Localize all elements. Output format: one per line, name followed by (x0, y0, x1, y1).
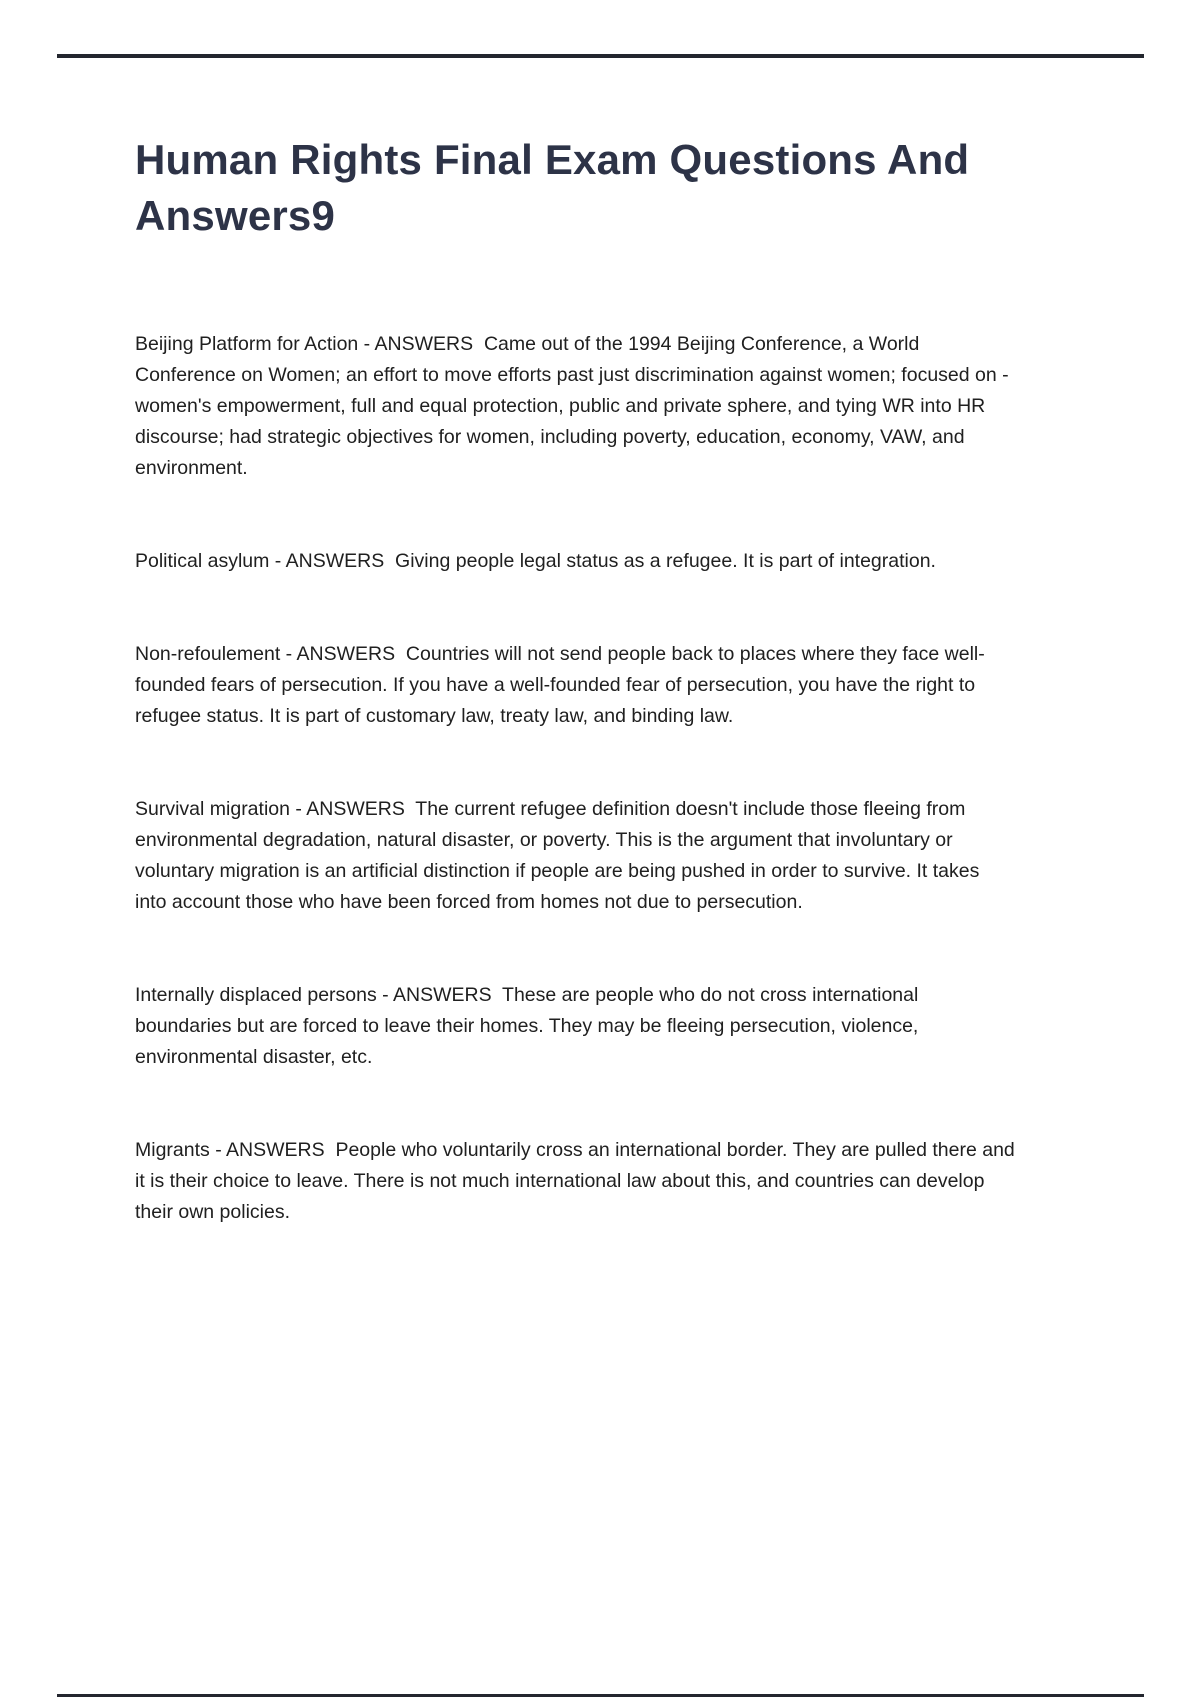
page-title: Human Rights Final Exam Questions And Answers9 (135, 136, 970, 239)
qa-item-non-refoulement: Non-refoulement - ANSWERS Countries will not send people back to places where they face well-founded fears of persecution. If you have a well-founded fear of persecution, you have the right to refugee status. It is part of customary law, treaty law, and binding law. (135, 643, 985, 727)
qa-item-beijing-platform: Beijing Platform for Action - ANSWERS Came out of the 1994 Beijing Conference, a World Conference on Women; an effort to move efforts past just discrimination against women; focused on - women's empowerment, full and equal protection, public and private sphere, and tying WR into HR discourse; had strategic objectives for women, including poverty, education, economy, VAW, and environment. (135, 333, 1015, 479)
qa-item-migrants: Migrants - ANSWERS People who voluntarily cross an international border. They are pulled there and it is their choice to leave. There is not much international law about this, and countries can develop their own policies. (135, 1139, 1021, 1223)
qa-item-political-asylum: Political asylum - ANSWERS Giving people legal status as a refugee. It is part of integration. (135, 550, 936, 572)
qa-item-survival-migration: Survival migration - ANSWERS The current refugee definition doesn't include those fleeing from environmental degradation, natural disaster, or poverty. This is the argument that involuntary or voluntary migration is an artificial distinction if people are being pushed in order to survive. It takes into account those who have been forced from homes not due to persecution. (135, 798, 985, 913)
top-divider (57, 54, 1144, 58)
qa-item-internally-displaced-persons: Internally displaced persons - ANSWERS These are people who do not cross international boundaries but are forced to leave their homes. They may be fleeing persecution, violence, environmental disaster, etc. (135, 984, 924, 1068)
bottom-divider (57, 1694, 1144, 1697)
qa-list (135, 329, 1021, 1290)
